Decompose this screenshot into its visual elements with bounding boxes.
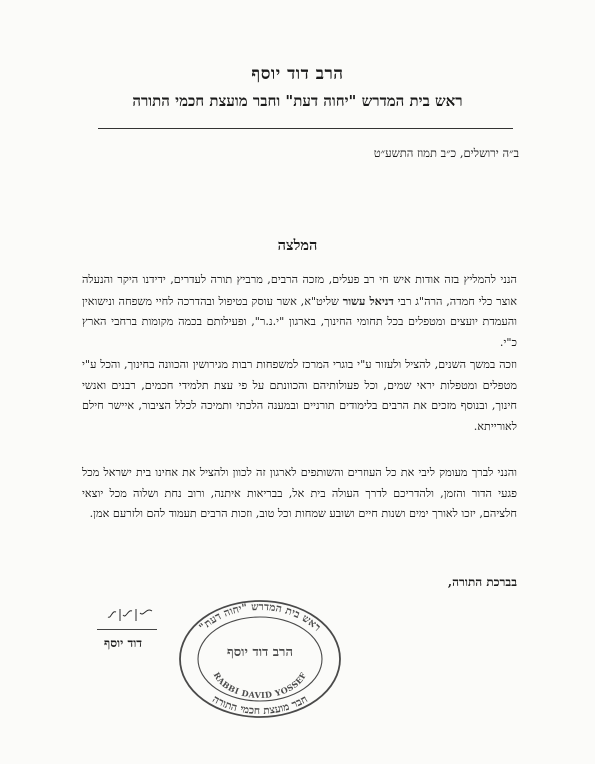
handwritten-signature xyxy=(106,603,156,629)
paragraph-1 xyxy=(82,270,517,353)
closing-blessing: בברכת התורה, xyxy=(447,575,517,589)
paragraph-1-part-b: שליט"א, אשר עוסק בטיפול ובהדרכה לחיי משפחה ונישואין והעמדת יועצים ומטפלים בכל תחומי החינוך, בארגון "י.נ.ר", ופעילותם בכמה מקומות ברחבי הארץ כ"י. xyxy=(82,294,517,349)
letterhead-name: הרב דוד יוסף xyxy=(251,64,344,84)
recommended-person-name: דניאל עשור xyxy=(342,293,394,308)
stamp-center-name: הרב דוד יוסף xyxy=(227,645,293,660)
signature-line xyxy=(97,629,157,630)
letterhead-title: ראש בית המדרש "יחוה דעת" וחבר מועצת חכמי התורה xyxy=(132,92,463,110)
letter-subject: המלצה xyxy=(277,237,318,254)
svg-text:RABBI DAVID YOSSEF xyxy=(212,670,309,700)
signer-name: דוד יוסף xyxy=(104,636,143,650)
paragraph-3: והנני לברך מעומק ליבי את כל העוזרים והשותפים לארגון זה לכוון ולהציל את אחינו בית ישראל מכל פגעי הדור והזמן, ולהדריכם לדרך העולה בית אל, בבריאות איתנה, ורוב נחת ושלוה מכל יוצאי חלציהם, יזכו לאורך ימים ושנות חיים ושובע שמחות וכל טוב, וזכות הרבים תעמוד להם ולזרעם אמן. xyxy=(82,466,517,520)
paragraph-1-part-a: הנני להמליץ בזה אודות איש חי רב פעלים, מזכה הרבים, מרביץ תורה לעדרים, ידידנו היקר והנעלה אוצר כלי חמדה, הרה"ג רבי xyxy=(82,273,518,308)
letter-date: ב״ה ירושלים, כ״ב תמוז התשע״ט xyxy=(373,146,519,160)
stamp-outer-top: ראש בית המדרש "יחוה דעת" xyxy=(197,600,323,634)
official-stamp xyxy=(176,598,344,720)
stamp-outer-bottom: חבר מועצת חכמי התורה xyxy=(210,693,310,718)
stamp-english-name: RABBI DAVID YOSSEF xyxy=(211,670,309,701)
letterhead-divider xyxy=(98,128,513,129)
paragraph-2: וזכה במשך השנים, להציל ולעזור ע"י בוגרי המרכז למשפחות רבות מגירושין והכוונה בחינוך, והכל ע"י מטפלים ומטפלות יראי שמים, וכל פעולותיהם והכוונתם על פי עצת תלמידי חכמים, רבנים ואנשי חינוך, ובנוסף מזכים את הרבים בלימודים תורניים ובמענה הלכתי ותמיכה לכלל הציבור, איישר חילם לאורייתא. xyxy=(82,358,517,433)
